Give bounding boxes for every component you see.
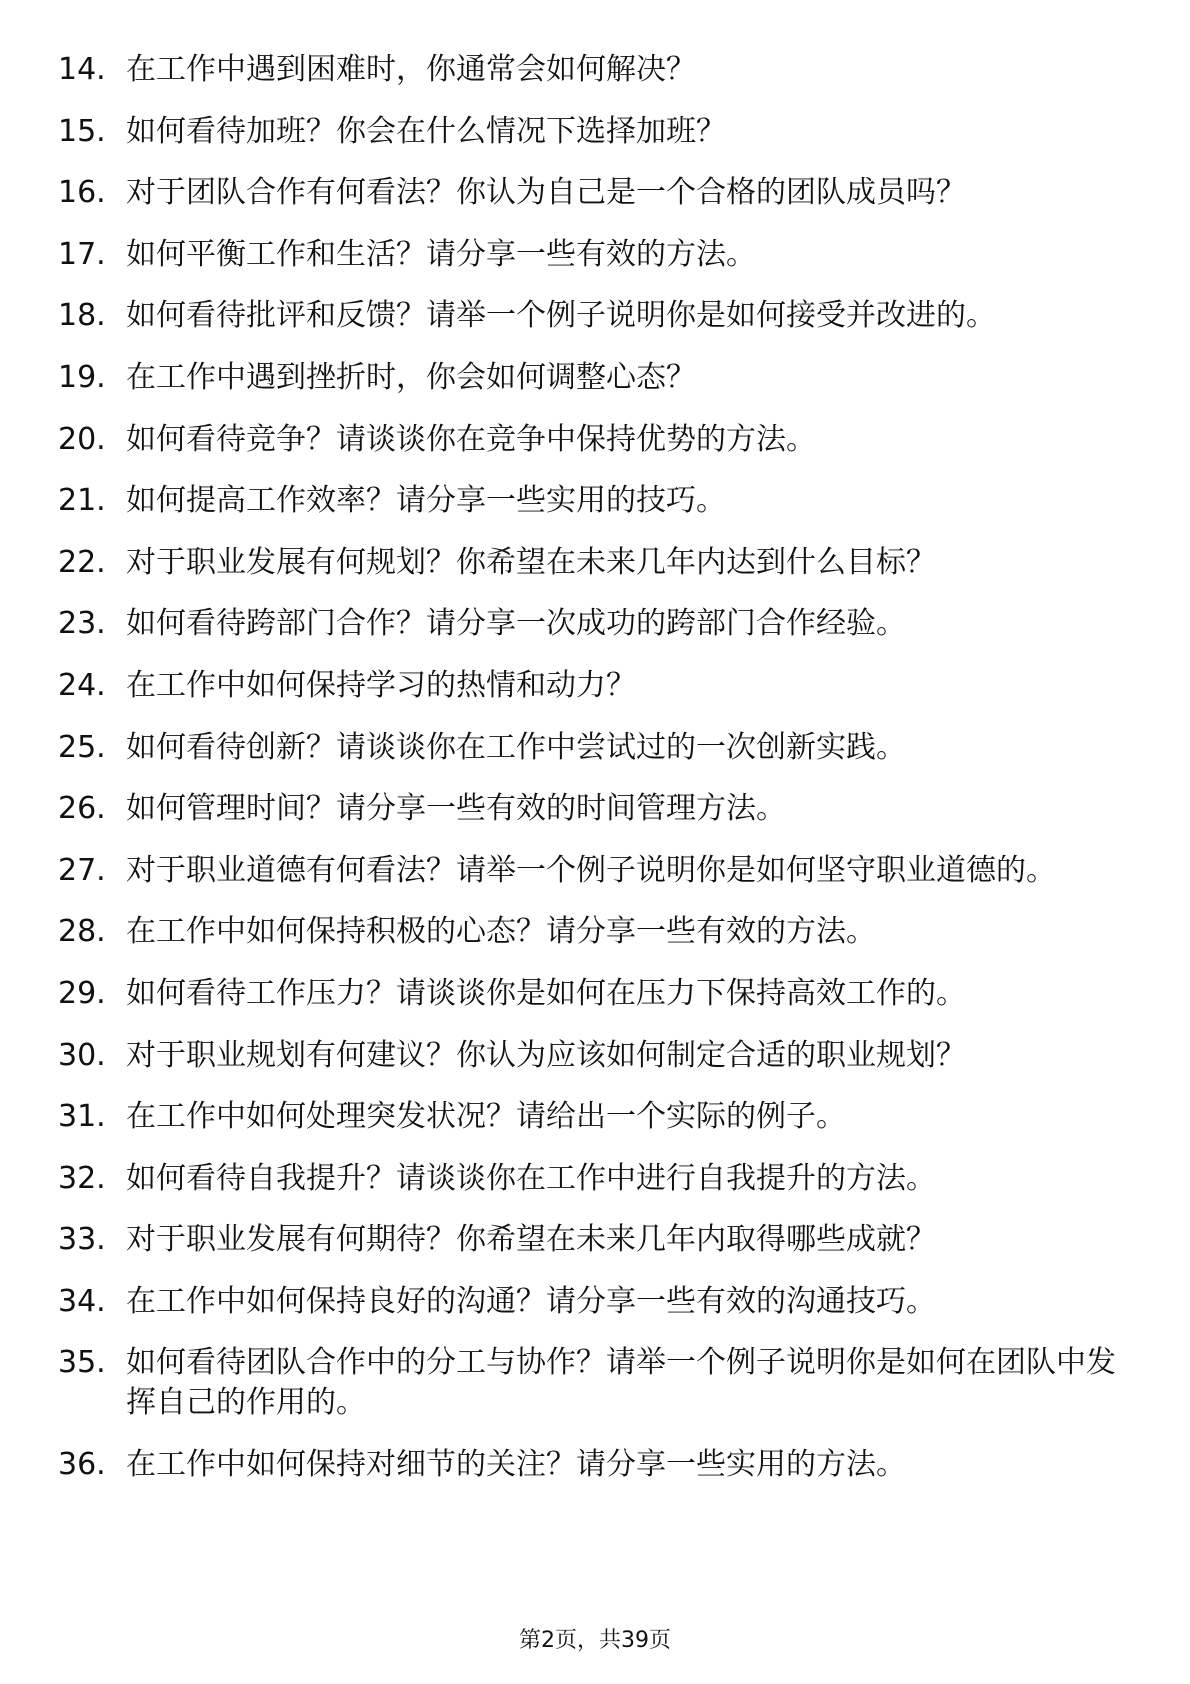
question-text: 如何看待跨部门合作？请分享一次成功的跨部门合作经验。 (126, 606, 906, 642)
question-text: 如何看待竞争？请谈谈你在竞争中保持优势的方法。 (126, 421, 816, 457)
question-number: 26. (58, 791, 106, 827)
question-number: 18. (58, 298, 106, 334)
question-item (58, 420, 1118, 460)
question-text: 如何看待团队合作中的分工与协作？请举一个例子说明你是如何在团队中发挥自己的作用的。 (126, 1345, 1116, 1421)
question-item (58, 358, 1118, 398)
question-item (58, 912, 1118, 952)
question-number: 31. (58, 1099, 106, 1135)
question-text: 对于职业发展有何规划？你希望在未来几年内达到什么目标？ (126, 544, 936, 580)
question-text: 在工作中如何保持学习的热情和动力？ (126, 667, 636, 703)
question-number: 33. (58, 1222, 106, 1258)
question-text: 对于职业规划有何建议？你认为应该如何制定合适的职业规划？ (126, 1037, 966, 1073)
question-text: 对于团队合作有何看法？你认为自己是一个合格的团队成员吗？ (126, 175, 966, 211)
question-number: 17. (58, 236, 106, 272)
question-item (58, 173, 1118, 213)
question-text: 在工作中遇到困难时，你通常会如何解决？ (126, 52, 696, 87)
question-number: 36. (58, 1447, 106, 1483)
question-text: 在工作中如何保持良好的沟通？请分享一些有效的沟通技巧。 (126, 1283, 936, 1319)
question-text: 如何看待工作压力？请谈谈你是如何在压力下保持高效工作的。 (126, 975, 966, 1011)
question-text: 在工作中遇到挫折时，你会如何调整心态？ (126, 359, 696, 395)
question-item (58, 1159, 1118, 1199)
question-text: 如何看待加班？你会在什么情况下选择加班？ (126, 113, 726, 149)
question-text: 如何提高工作效率？请分享一些实用的技巧。 (126, 483, 726, 519)
question-number: 20. (58, 421, 106, 457)
question-number: 32. (58, 1160, 106, 1196)
question-item (58, 666, 1118, 706)
question-item (58, 112, 1118, 152)
question-number: 16. (58, 175, 106, 211)
page-footer: 第2页，共39页 (519, 1628, 671, 1653)
question-item (58, 1220, 1118, 1260)
question-item (58, 1445, 1118, 1485)
question-number: 22. (58, 544, 106, 580)
question-text: 如何看待自我提升？请谈谈你在工作中进行自我提升的方法。 (126, 1160, 936, 1196)
question-number: 28. (58, 914, 106, 950)
question-list (58, 50, 1118, 1507)
question-item (58, 235, 1118, 275)
question-item (58, 851, 1118, 891)
question-number: 34. (58, 1283, 106, 1319)
question-text: 在工作中如何处理突发状况？请给出一个实际的例子。 (126, 1099, 846, 1135)
question-item (58, 296, 1118, 336)
question-text: 对于职业道德有何看法？请举一个例子说明你是如何坚守职业道德的。 (126, 852, 1056, 888)
question-number: 29. (58, 975, 106, 1011)
question-text: 在工作中如何保持对细节的关注？请分享一些实用的方法。 (126, 1447, 906, 1483)
question-text: 如何管理时间？请分享一些有效的时间管理方法。 (126, 791, 786, 827)
question-number: 30. (58, 1037, 106, 1073)
question-text: 在工作中如何保持积极的心态？请分享一些有效的方法。 (126, 914, 876, 950)
question-item (58, 1097, 1118, 1137)
question-text: 对于职业发展有何期待？你希望在未来几年内取得哪些成就？ (126, 1222, 936, 1258)
question-text: 如何平衡工作和生活？请分享一些有效的方法。 (126, 236, 756, 272)
question-item (58, 543, 1118, 583)
question-number: 24. (58, 667, 106, 703)
question-item (58, 1036, 1118, 1076)
question-text: 如何看待创新？请谈谈你在工作中尝试过的一次创新实践。 (126, 729, 906, 765)
question-number: 15. (58, 113, 106, 149)
question-item (58, 974, 1118, 1014)
question-item (58, 1282, 1118, 1322)
question-item (58, 604, 1118, 644)
question-item (58, 1343, 1118, 1423)
question-number: 23. (58, 606, 106, 642)
question-number: 35. (58, 1345, 106, 1381)
question-number: 21. (58, 483, 106, 519)
question-text: 如何看待批评和反馈？请举一个例子说明你是如何接受并改进的。 (126, 298, 996, 334)
question-number: 25. (58, 729, 106, 765)
question-item (58, 50, 1118, 90)
question-number: 27. (58, 852, 106, 888)
question-item (58, 481, 1118, 521)
question-item (58, 789, 1118, 829)
question-number: 14. (58, 52, 106, 87)
question-item (58, 728, 1118, 768)
question-number: 19. (58, 359, 106, 395)
